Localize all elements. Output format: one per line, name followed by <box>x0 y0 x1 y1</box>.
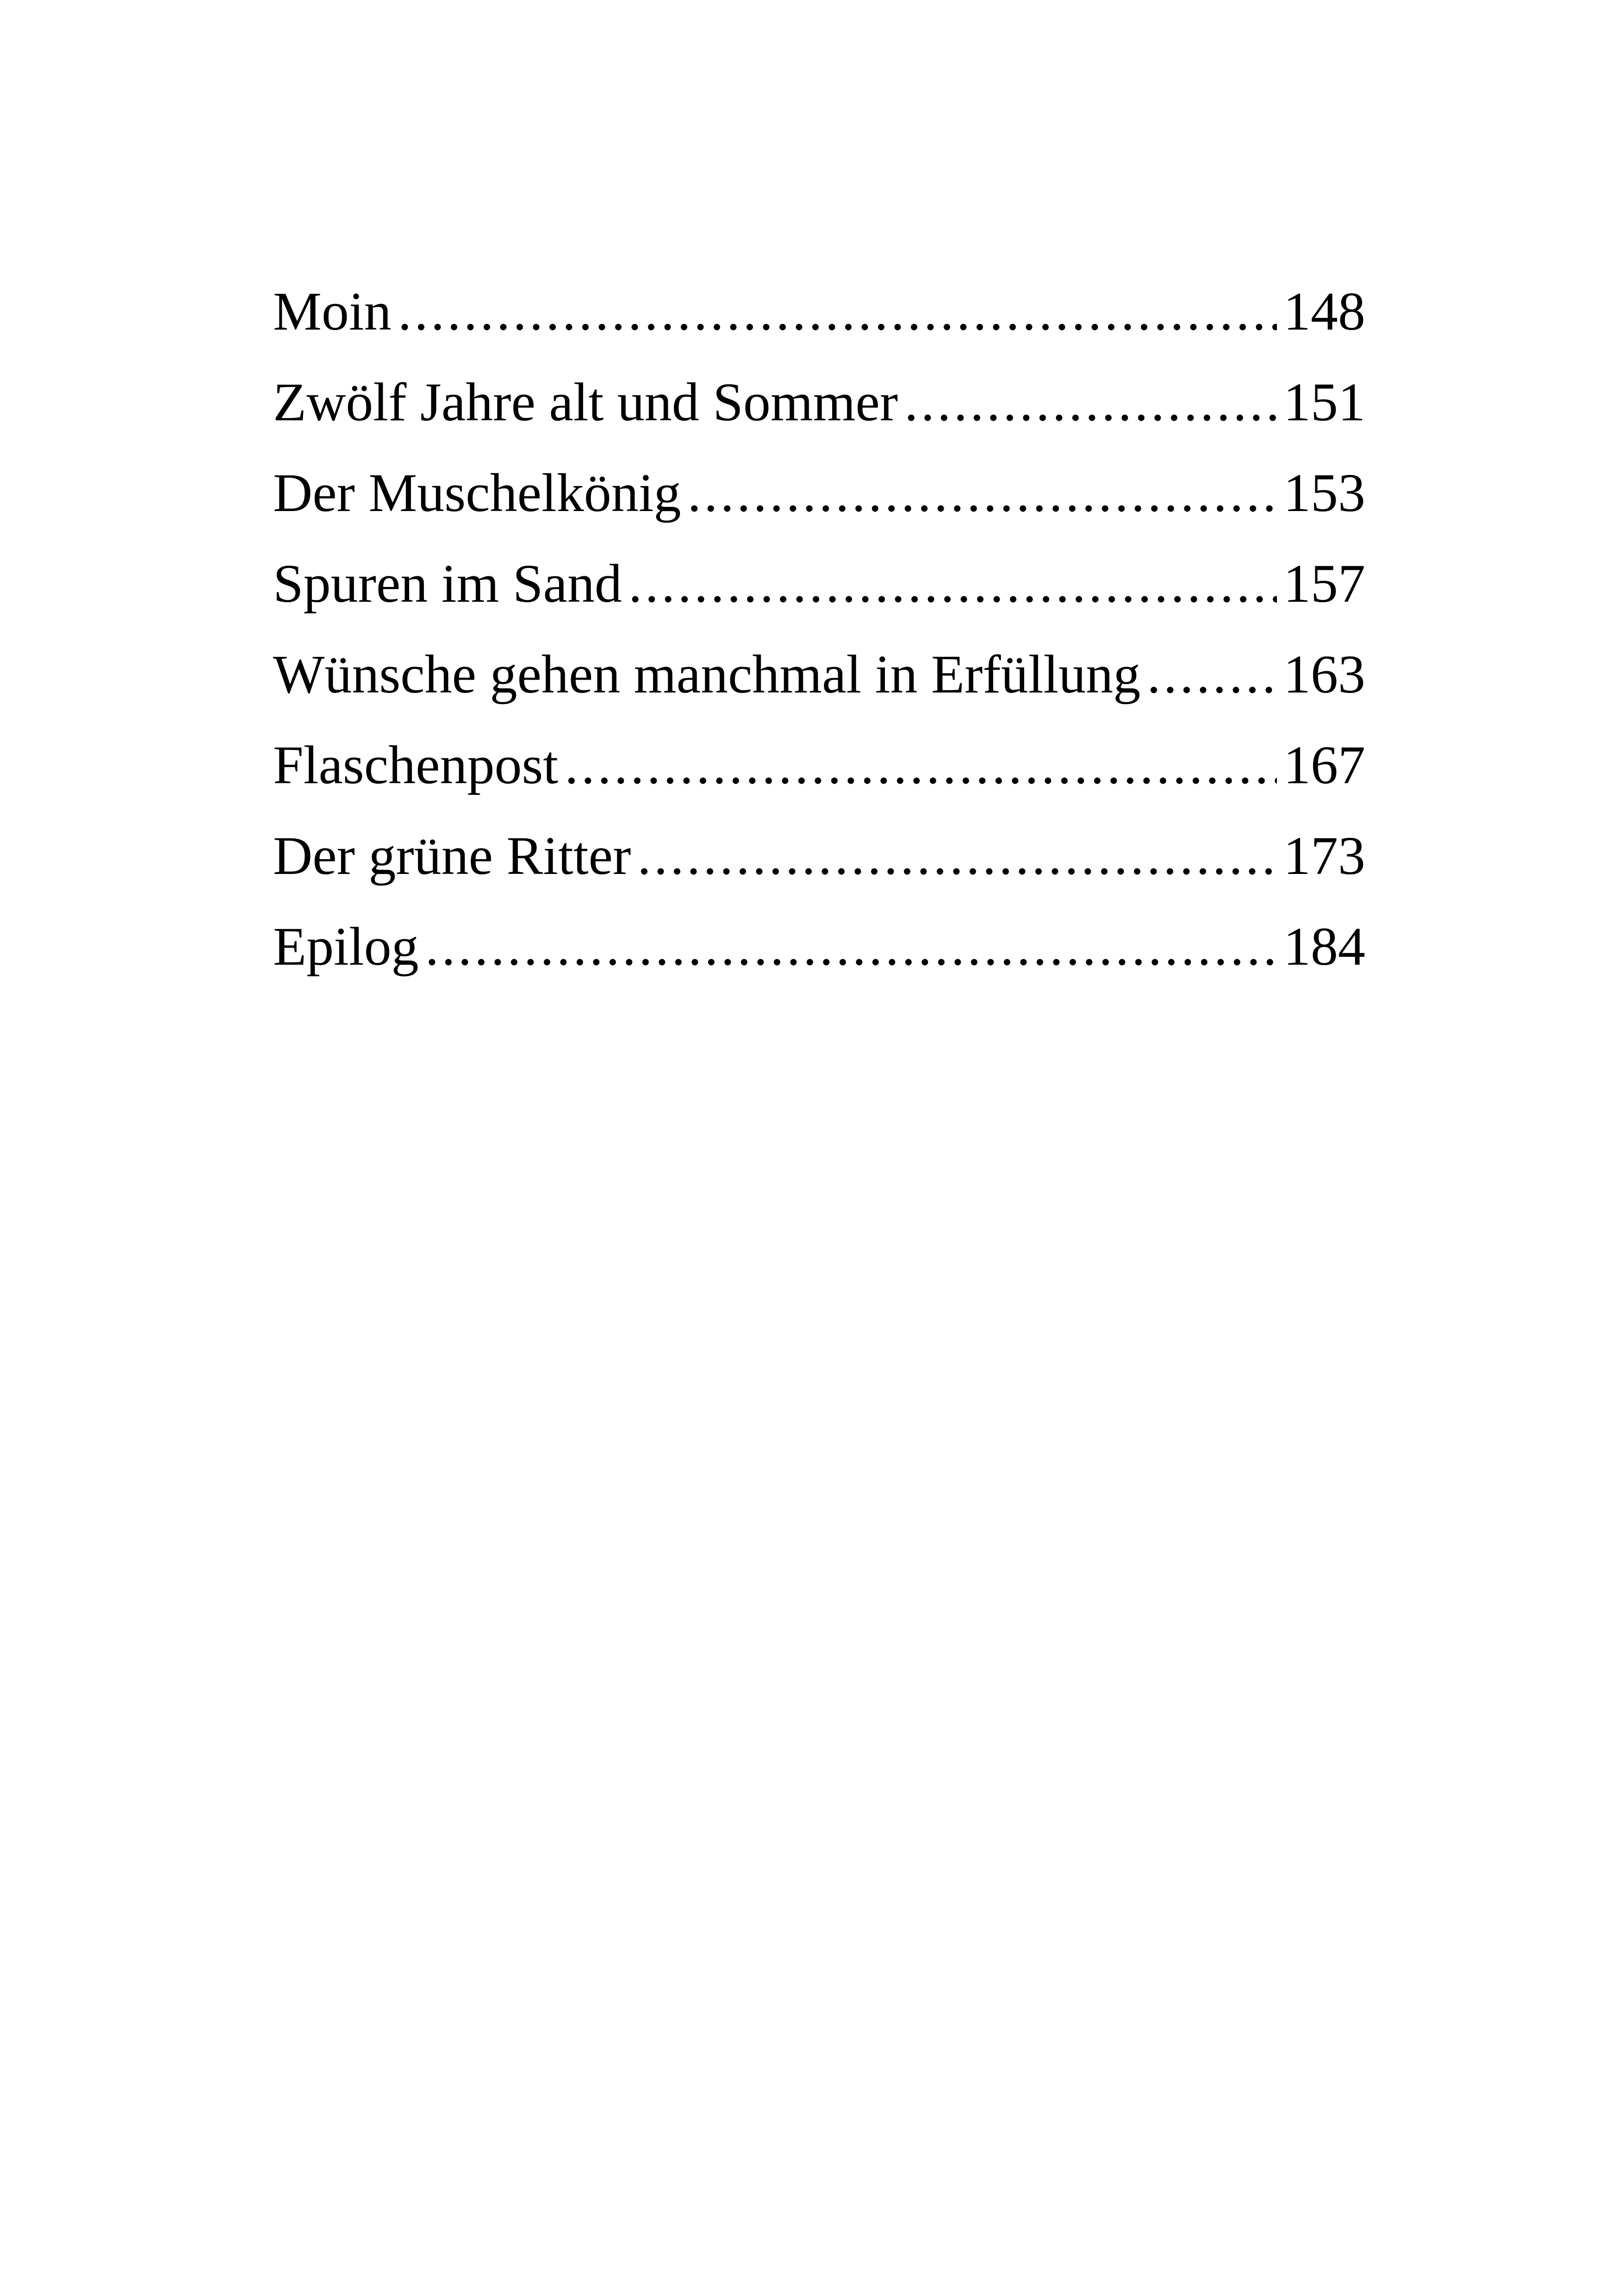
toc-dot-leader <box>398 266 1277 357</box>
toc-entry-title: Flaschenpost <box>273 735 559 795</box>
toc-entry-moin <box>273 266 1365 357</box>
toc-entry-page: 148 <box>1283 281 1365 342</box>
toc-entry-epilog <box>273 901 1365 992</box>
toc-entry-flaschenpost <box>273 720 1365 811</box>
toc-dot-leader <box>1147 629 1277 720</box>
toc-entry-page: 173 <box>1283 825 1365 886</box>
toc-dot-leader <box>425 901 1277 992</box>
toc-entry-page: 184 <box>1283 916 1365 977</box>
toc-entry-title: Spuren im Sand <box>273 553 622 614</box>
toc-dot-leader <box>629 538 1277 629</box>
toc-entry-title: Der Muschelkönig <box>273 462 681 523</box>
table-of-contents <box>273 266 1365 992</box>
toc-entry-wuensche <box>273 629 1365 720</box>
toc-entry-zwoelf-jahre <box>273 357 1365 448</box>
toc-entry-page: 153 <box>1283 462 1365 523</box>
toc-dot-leader <box>565 720 1277 811</box>
toc-entry-title: Wünsche gehen manchmal in Erfüllung <box>273 644 1141 705</box>
toc-entry-title: Moin <box>273 281 392 342</box>
toc-entry-title: Epilog <box>273 916 419 977</box>
toc-dot-leader <box>904 357 1277 448</box>
toc-entry-muschelkoenig <box>273 448 1365 538</box>
toc-dot-leader <box>688 448 1277 538</box>
toc-entry-page: 157 <box>1283 553 1365 614</box>
toc-entry-page: 167 <box>1283 735 1365 795</box>
toc-entry-gruene-ritter <box>273 811 1365 901</box>
toc-dot-leader <box>637 811 1277 901</box>
toc-entry-title: Der grüne Ritter <box>273 825 631 886</box>
toc-entry-spuren-im-sand <box>273 538 1365 629</box>
toc-entry-page: 151 <box>1283 372 1365 432</box>
toc-entry-page: 163 <box>1283 644 1365 705</box>
toc-entry-title: Zwölf Jahre alt und Sommer <box>273 372 898 432</box>
